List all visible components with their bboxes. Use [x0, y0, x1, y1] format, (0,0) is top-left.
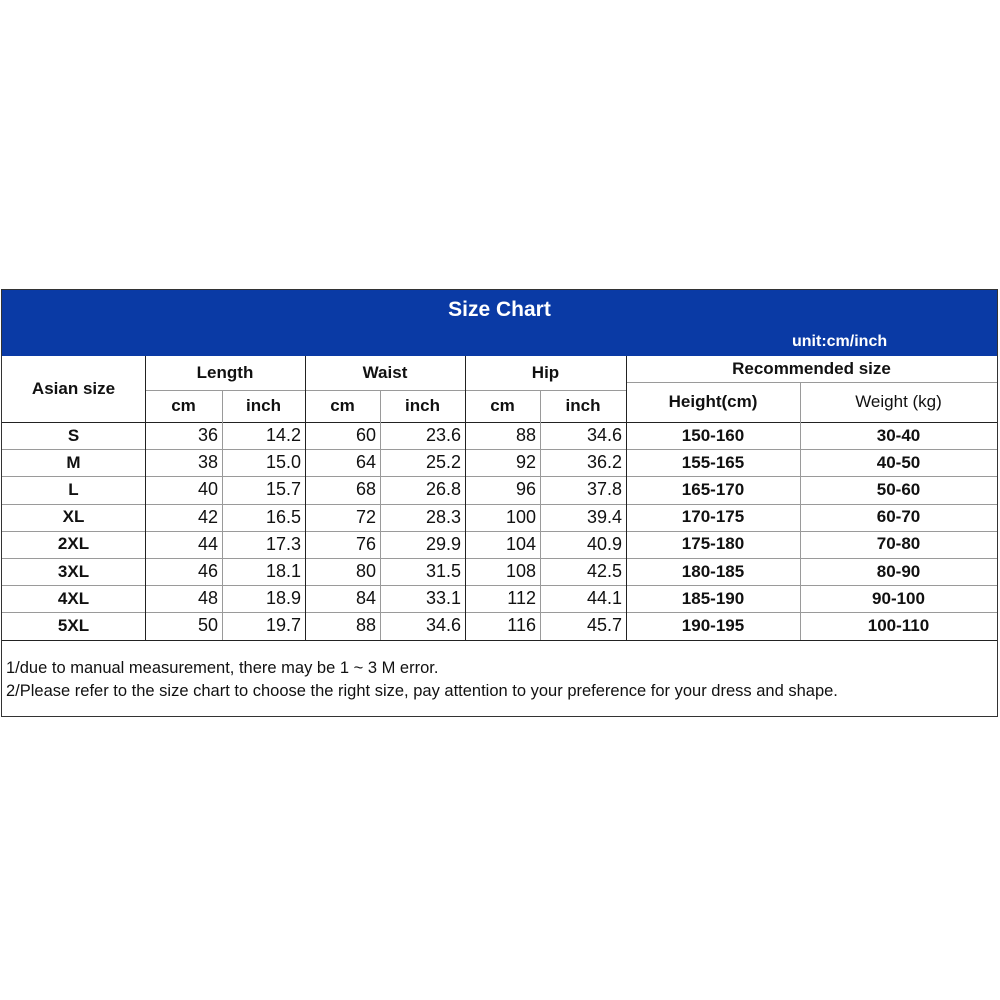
size-label: 2XL	[57, 534, 90, 554]
grid-line	[145, 356, 146, 640]
notes	[6, 657, 838, 703]
value-length-inch: 19.7	[265, 615, 301, 636]
size-chart	[1, 289, 998, 717]
value-hip-inch: 45.7	[586, 615, 622, 636]
value-hip-cm: 92	[515, 452, 536, 473]
value-length-cm: 50	[197, 615, 218, 636]
subheader-cm: cm	[330, 396, 355, 415]
header-waist: Waist	[362, 363, 408, 382]
grid-line	[626, 382, 997, 383]
grid-line	[2, 449, 997, 450]
value-length-inch: 17.3	[265, 533, 301, 554]
header-recommended-size: Recommended size	[732, 359, 891, 378]
subheader-height: Height(cm)	[668, 392, 758, 411]
value-hip-cm: 96	[515, 479, 536, 500]
grid-line	[380, 390, 381, 640]
value-length-cm: 38	[197, 452, 218, 473]
value-weight: 90-100	[872, 588, 925, 608]
size-label: 3XL	[57, 561, 90, 581]
subheader-cm: cm	[490, 396, 515, 415]
value-waist-cm: 76	[355, 533, 376, 554]
value-waist-inch: 25.2	[425, 452, 461, 473]
value-length-cm: 46	[197, 561, 218, 582]
value-waist-cm: 80	[355, 561, 376, 582]
grid-line	[626, 356, 627, 640]
note-2: 2/Please refer to the size chart to choose the right size, pay attention to your preference for your dress and shape.	[6, 682, 838, 700]
value-waist-cm: 60	[355, 425, 376, 446]
value-waist-cm: 68	[355, 479, 376, 500]
value-hip-inch: 36.2	[586, 452, 622, 473]
header-length: Length	[196, 363, 254, 382]
subheader-inch: inch	[405, 396, 440, 415]
grid-line	[2, 612, 997, 613]
value-waist-cm: 84	[355, 588, 376, 609]
value-weight: 100-110	[867, 615, 930, 635]
value-hip-cm: 112	[507, 588, 536, 609]
grid-line	[2, 531, 997, 532]
value-weight: 80-90	[876, 561, 921, 581]
value-length-cm: 44	[197, 533, 218, 554]
size-label: M	[66, 452, 81, 472]
value-hip-cm: 88	[515, 425, 536, 446]
value-length-cm: 48	[197, 588, 218, 609]
value-length-inch: 15.7	[265, 479, 301, 500]
header-asian-size: Asian size	[31, 379, 116, 398]
value-length-cm: 36	[197, 425, 218, 446]
value-height: 185-190	[681, 588, 745, 608]
value-hip-cm: 116	[507, 615, 536, 636]
value-height: 170-175	[681, 507, 745, 527]
chart-title: Size Chart	[448, 298, 551, 321]
title-banner	[2, 290, 997, 356]
value-hip-inch: 39.4	[586, 506, 622, 527]
grid-line	[2, 476, 997, 477]
value-hip-inch: 40.9	[586, 533, 622, 554]
size-label: 4XL	[57, 588, 90, 608]
value-waist-cm: 64	[355, 452, 376, 473]
grid-line	[305, 356, 306, 640]
grid-line	[2, 640, 997, 641]
value-height: 165-170	[681, 479, 745, 499]
value-hip-cm: 100	[505, 506, 536, 527]
value-length-cm: 40	[197, 479, 218, 500]
value-hip-inch: 42.5	[586, 561, 622, 582]
value-waist-inch: 23.6	[425, 425, 461, 446]
value-length-inch: 15.0	[265, 452, 301, 473]
subheader-inch: inch	[565, 396, 601, 415]
grid-line	[540, 390, 541, 640]
value-length-inch: 14.2	[265, 425, 301, 446]
value-height: 150-160	[681, 425, 745, 445]
value-height: 155-165	[681, 452, 745, 472]
header-hip: Hip	[531, 363, 560, 382]
grid-line	[2, 585, 997, 586]
value-waist-inch: 34.6	[425, 615, 461, 636]
grid-line	[800, 382, 801, 640]
value-waist-inch: 31.5	[425, 561, 461, 582]
value-length-inch: 16.5	[265, 506, 301, 527]
value-waist-inch: 29.9	[425, 533, 461, 554]
note-1: 1/due to manual measurement, there may be 1 ~ 3 M error.	[6, 659, 439, 677]
value-hip-inch: 34.6	[586, 425, 622, 446]
value-waist-cm: 72	[355, 506, 376, 527]
value-height: 190-195	[681, 615, 745, 635]
value-weight: 60-70	[876, 507, 921, 527]
value-hip-cm: 108	[505, 561, 536, 582]
grid-line	[2, 504, 997, 505]
value-hip-inch: 44.1	[586, 588, 622, 609]
grid-line	[465, 356, 466, 640]
subheader-weight: Weight (kg)	[855, 392, 942, 411]
value-weight: 40-50	[876, 452, 921, 472]
value-height: 175-180	[681, 534, 745, 554]
value-weight: 30-40	[876, 425, 921, 445]
value-weight: 70-80	[876, 534, 921, 554]
unit-note: unit:cm/inch	[792, 333, 888, 350]
grid-line	[2, 422, 997, 423]
value-length-inch: 18.1	[265, 561, 301, 582]
value-waist-cm: 88	[355, 615, 376, 636]
value-waist-inch: 26.8	[425, 479, 461, 500]
subheader-cm: cm	[171, 396, 196, 415]
value-length-inch: 18.9	[265, 588, 301, 609]
size-label: L	[68, 479, 79, 499]
grid-line	[2, 558, 997, 559]
size-label: S	[67, 425, 80, 445]
value-waist-inch: 33.1	[425, 588, 461, 609]
value-hip-inch: 37.8	[586, 479, 622, 500]
value-weight: 50-60	[876, 479, 921, 499]
value-length-cm: 42	[197, 506, 218, 527]
size-label: 5XL	[57, 615, 90, 635]
grid-line	[145, 390, 626, 391]
value-height: 180-185	[681, 561, 745, 581]
size-label: XL	[62, 507, 85, 527]
grid-line	[222, 390, 223, 640]
value-hip-cm: 104	[505, 533, 536, 554]
subheader-inch: inch	[246, 396, 281, 415]
value-waist-inch: 28.3	[425, 506, 461, 527]
